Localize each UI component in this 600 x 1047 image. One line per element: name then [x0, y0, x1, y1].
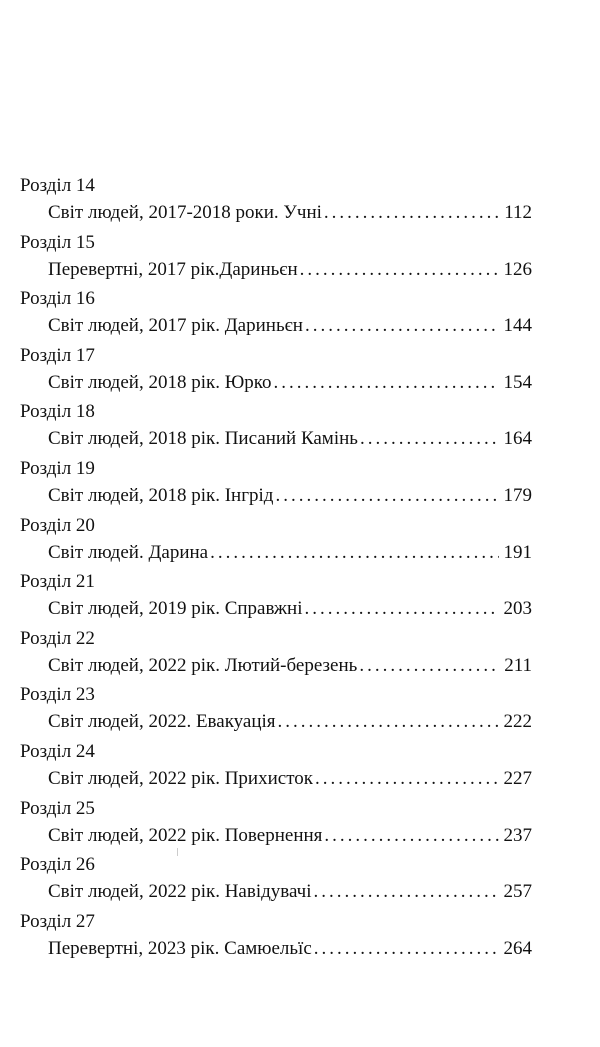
page-number: 112: [504, 202, 532, 223]
page-number: 179: [503, 484, 532, 506]
chapter-title: Світ людей. Дарина: [48, 541, 209, 563]
chapter-label: Розділ 15: [20, 231, 95, 253]
chapter-label: Розділ 23: [20, 684, 95, 706]
toc-entry: [20, 457, 532, 514]
chapter-title: Світ людей, 2018 рік. Писаний Камінь: [48, 428, 358, 450]
chapter-label: Розділ 19: [20, 457, 95, 479]
page-number: 154: [503, 371, 532, 393]
toc-entry: [20, 231, 532, 288]
dot-leader: [314, 877, 499, 907]
page-number: 203: [503, 598, 532, 620]
page-number: 211: [504, 654, 532, 676]
toc-entry: [20, 910, 532, 967]
toc-line: [48, 594, 532, 624]
chapter-label: Розділ 24: [20, 740, 95, 762]
toc-entry: [20, 174, 532, 231]
toc-entry: [20, 740, 532, 797]
paper-speck: [177, 848, 178, 856]
dot-leader: [275, 481, 499, 511]
chapter-label: Розділ 16: [20, 288, 95, 310]
dot-leader: [360, 424, 499, 454]
dot-leader: [315, 764, 499, 794]
dot-leader: [300, 255, 499, 285]
toc-line: [48, 764, 532, 794]
toc-line: [48, 368, 532, 398]
toc-entry: [20, 683, 532, 740]
toc-entry: [20, 797, 532, 854]
chapter-title: Світ людей, 2018 рік. Юрко: [48, 371, 272, 393]
page-number: 222: [503, 711, 532, 733]
page-number: 264: [503, 937, 532, 959]
chapter-title: Світ людей, 2019 рік. Справжні: [48, 598, 303, 620]
toc-line: [48, 424, 532, 454]
toc-line: [48, 311, 532, 341]
toc-line: [48, 481, 532, 511]
chapter-label: Розділ 21: [20, 571, 95, 593]
dot-leader: [359, 651, 499, 681]
chapter-title: Світ людей, 2022 рік. Лютий-березень: [48, 654, 358, 676]
dot-leader: [305, 311, 499, 341]
toc-line: [48, 651, 532, 681]
page-number: 237: [503, 824, 532, 846]
dot-leader: [278, 707, 499, 737]
toc-line: [48, 821, 532, 851]
chapter-label: Розділ 25: [20, 797, 95, 819]
chapter-title: Світ людей, 2022 рік. Прихисток: [48, 767, 313, 789]
dot-leader: [314, 934, 499, 964]
dot-leader: [324, 198, 499, 228]
toc-entry: [20, 287, 532, 344]
chapter-label: Розділ 17: [20, 344, 95, 366]
dot-leader: [274, 368, 499, 398]
toc-entry: [20, 627, 532, 684]
chapter-title: Світ людей, 2022. Евакуація: [48, 711, 276, 733]
toc-line: [48, 707, 532, 737]
table-of-contents: [20, 174, 532, 966]
chapter-label: Розділ 22: [20, 627, 95, 649]
chapter-label: Розділ 20: [20, 514, 95, 536]
chapter-title: Світ людей, 2022 рік. Навідувачі: [48, 881, 312, 903]
page-number: 164: [503, 428, 532, 450]
dot-leader: [324, 821, 499, 851]
toc-line: [48, 877, 532, 907]
chapter-title: Світ людей, 2022 рік. Повернення: [48, 824, 323, 846]
page-number: 126: [503, 258, 532, 280]
chapter-title: Світ людей, 2018 рік. Інгрід: [48, 484, 274, 506]
chapter-label: Розділ 27: [20, 910, 95, 932]
toc-line: [48, 538, 532, 568]
chapter-title: Світ людей, 2017-2018 роки. Учні: [48, 202, 322, 223]
page-number: 257: [503, 881, 532, 903]
toc-entry: [20, 853, 532, 910]
dot-leader: [305, 594, 500, 624]
toc-line: [48, 198, 532, 228]
chapter-label: Розділ 18: [20, 401, 95, 423]
toc-entry: [20, 514, 532, 571]
chapter-label: Розділ 26: [20, 854, 95, 876]
toc-line: [48, 934, 532, 964]
page-number: 144: [503, 315, 532, 337]
chapter-title: Перевертні, 2023 рік. Самюельїс: [48, 937, 312, 959]
toc-line: [48, 255, 532, 285]
chapter-title: Світ людей, 2017 рік. Дариньєн: [48, 315, 303, 337]
toc-entry: [20, 570, 532, 627]
chapter-title: Перевертні, 2017 рік.Дариньєн: [48, 258, 298, 280]
page-number: 191: [503, 541, 532, 563]
page-number: 227: [503, 767, 532, 789]
dot-leader: [210, 538, 499, 568]
toc-entry: [20, 344, 532, 401]
toc-entry: [20, 400, 532, 457]
chapter-label: Розділ 14: [20, 175, 95, 196]
